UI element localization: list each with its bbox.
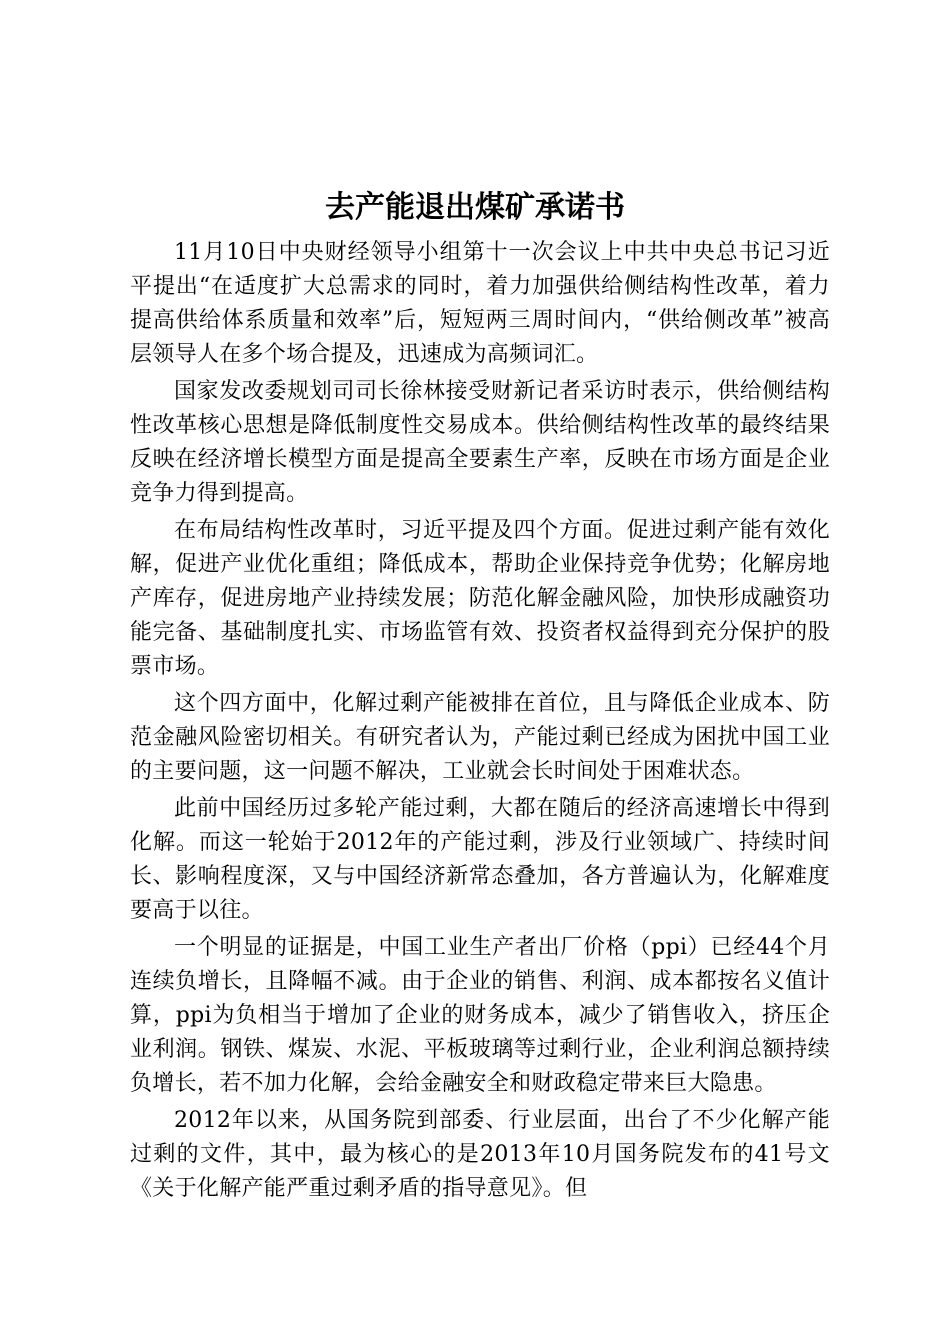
paragraph-4: 这个四方面中，化解过剩产能被排在首位，且与降低企业成本、防范金融风险密切相关。有研究者认为，产能过剩已经成为困扰中国工业的主要问题，这一问题不解决，工业就会长时间处于困难状态。 <box>130 691 830 784</box>
paragraph-7: 2012年以来，从国务院到部委、行业层面，出台了不少化解产能过剩的文件，其中，最为核心的是2013年10月国务院发布的41号文《关于化解产能严重过剩矛盾的指导意见》。但 <box>130 1108 830 1201</box>
paragraph-1: 11月10日中央财经领导小组第十一次会议上中共中央总书记习近平提出“在适度扩大总需求的同时，着力加强供给侧结构性改革，着力提高供给体系质量和效率”后，短短两三周时间内，“供给侧改革”被高层领导人在多个场合提及，迅速成为高频词汇。 <box>130 240 830 367</box>
paragraph-3: 在布局结构性改革时，习近平提及四个方面。促进过剩产能有效化解，促进产业优化重组；降低成本，帮助企业保持竞争优势；化解房地产库存，促进房地产业持续发展；防范化解金融风险，加快形成融资功能完备、基础制度扎实、市场监管有效、投资者权益得到充分保护的股票市场。 <box>130 518 830 679</box>
paragraph-2: 国家发改委规划司司长徐林接受财新记者采访时表示，供给侧结构性改革核心思想是降低制度性交易成本。供给侧结构性改革的最终结果反映在经济增长模型方面是提高全要素生产率，反映在市场方面是企业竞争力得到提高。 <box>130 379 830 506</box>
document-title: 去产能退出煤矿承诺书 <box>325 190 625 225</box>
document-body <box>130 236 830 1209</box>
paragraph-6: 一个明显的证据是，中国工业生产者出厂价格（ppi）已经44个月连续负增长，且降幅不减。由于企业的销售、利润、成本都按名义值计算，ppi为负相当于增加了企业的财务成本，减少了销售收入，挤压企业利润。钢铁、煤炭、水泥、平板玻璃等过剩行业，企业利润总额持续负增长，若不加力化解，会给金融安全和财政稳定带来巨大隐患。 <box>130 935 830 1096</box>
paragraph-5: 此前中国经历过多轮产能过剩，大都在随后的经济高速增长中得到化解。而这一轮始于2012年的产能过剩，涉及行业领域广、持续时间长、影响程度深，又与中国经济新常态叠加，各方普遍认为，化解难度要高于以往。 <box>130 796 830 923</box>
